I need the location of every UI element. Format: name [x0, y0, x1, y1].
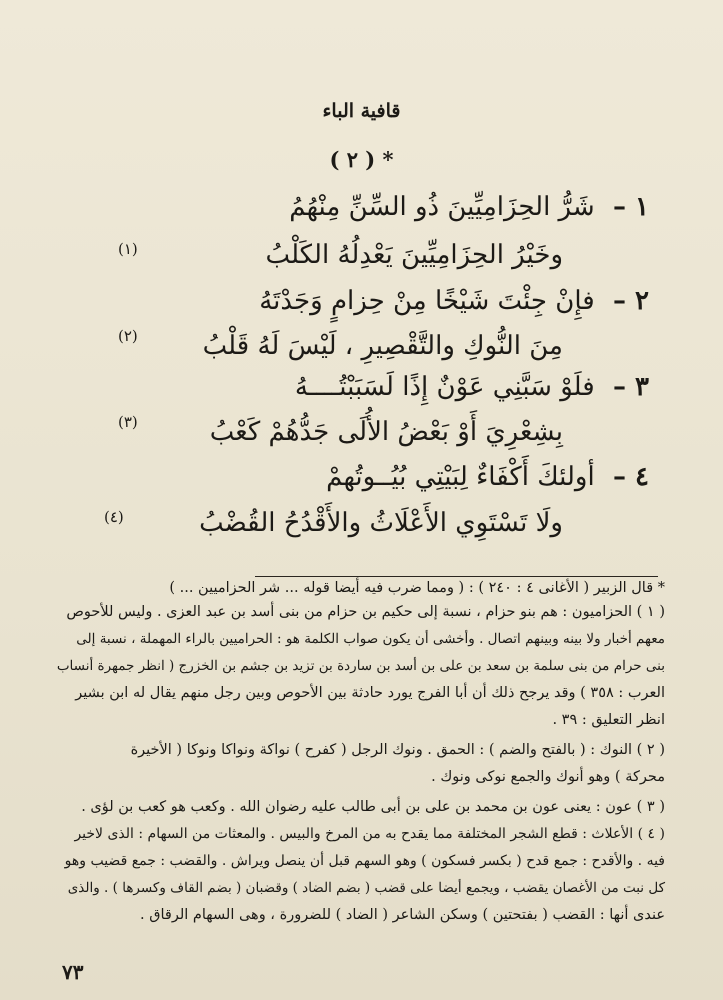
hemistich-text: شَرُّ الحِزَامِيِّينَ ذُو السِّنِّ مِنْهُمُ: [289, 192, 595, 222]
footnote-1-line: العرب : ٣٥٨ ) وقد يرجح ذلك أن أبا الفرج يورد حادثة بين الأحوص وبين رجل منهم يقال له ابن بشير: [75, 685, 665, 701]
footnote-ref-4: (٤): [104, 508, 124, 526]
footnote-2-line: ( ٢ ) النوك : ( بالفتح والضم ) : الحمق . ونوك الرجل ( كفرح ) نواكة ونواكا ونوكا ( الأخيرة: [130, 742, 665, 758]
footnote-2-line: محركة ) وهو أنوك والجمع نوكى ونوك .: [431, 769, 665, 785]
footnote-3: ( ٣ ) عون : يعنى عون بن محمد بن على بن أبى طالب عليه رضوان الله . وكعب هو كعب بن لؤى .: [81, 799, 665, 815]
footnote-4-line: ( ٤ ) الأعلاث : قطع الشجر المختلفة مما يقدح به من المرخ والبيس . والمعثات من السهام : الذى لاخير: [74, 826, 665, 842]
verse-4-second-hemistich: ولَا تَسْتَوِي الأَعْلَاثُ والأَقْدُحُ القُضْبُ: [199, 508, 563, 538]
hemistich-text: فإِنْ جِئْتَ شَيْخًا مِنْ حِزامٍ وَجَدْتَهُ: [259, 286, 595, 316]
verse-number: ٣ –: [612, 372, 649, 402]
footnote-1-line: بنى حرام من بنى سلمة بن سعد بن على بن أسد بن ساردة بن تزيد بن جشم بن الخزرج ( انظر جمهرة أنساب: [56, 658, 665, 674]
verse-number: ٤ –: [612, 462, 649, 492]
hemistich-text: فلَوْ سَبَّنِي عَوْنٌ إِذًا لَسَبَبْتُــــهُ: [294, 372, 595, 402]
verse-1-second-hemistich: وخَيْرُ الحِزَامِيِّينَ يَعْدِلُهُ الكَلْبُ: [265, 240, 563, 270]
verse-3-second-hemistich: بِشِعْرِيَ أَوْ بَعْضُ الأُلَى جَدُّهُمْ كَعْبُ: [209, 417, 563, 447]
footnote-ref-3: (٣): [118, 413, 138, 431]
source-note: * قال الزبير ( الأغانى ٤ : ٢٤٠ ) : ( ومما ضرب فيه أيضا قوله ... شر الحزاميين ... ): [169, 580, 665, 596]
verse-number: ٢ –: [612, 286, 649, 316]
footnote-ref-2: (٢): [118, 327, 138, 345]
footnote-4-line: عندى أنها : القضب ( بفتحتين ) وسكن الشاعر ( الضاد ) للضرورة ، وهى السهام الرقاق .: [140, 907, 665, 923]
footnote-1-line: انظر التعليق : ٣٩ .: [552, 712, 665, 728]
footnote-4-line: كل نبت من الأغصان يقضب ، ويجمع أيضا على قضب ( بضم الضاد ) وقضبان ( بضم القاف وكسرها ) . والذى: [67, 880, 665, 896]
hemistich-text: أولئكَ أَكْفَاءٌ لِبَيْتِي بُيُــوتُهمْ: [326, 462, 595, 492]
footnote-ref-1: (١): [118, 240, 138, 258]
footnote-divider: [255, 576, 658, 577]
verse-4-first-hemistich: [326, 462, 649, 492]
poem-number: * ( ٢ ): [329, 147, 394, 172]
verse-2-second-hemistich: مِنَ النُّوكِ والتَّقْصِيرِ ، لَيْسَ لَهُ قَلْبُ: [202, 331, 563, 361]
footnote-4-line: فيه . والأقدح : جمع قدح ( بكسر فسكون ) وهو السهم قبل أن ينصل ويراش . والقضب : جمع قضيب وهو: [64, 853, 665, 869]
verse-3-first-hemistich: [295, 372, 649, 402]
verse-2-first-hemistich: [259, 286, 649, 316]
footnote-1-line: معهم أخبار ولا بينه وبينهم اتصال . وأخشى أن يكون صواب الكلمة هو : الحراميين بالراء المهملة ، نسبة إلى: [76, 631, 665, 647]
page-number: ٧٣: [62, 960, 84, 984]
section-title: قافية الباء: [322, 100, 401, 122]
footnote-1-line: ( ١ ) الحزاميون : هم بنو حزام ، نسبة إلى حكيم بن حزام من بنى أسد بن عبد العزى . وليس للأحوص: [66, 604, 665, 620]
verse-number: ١ –: [612, 192, 649, 222]
verse-1-first-hemistich: [289, 192, 649, 222]
